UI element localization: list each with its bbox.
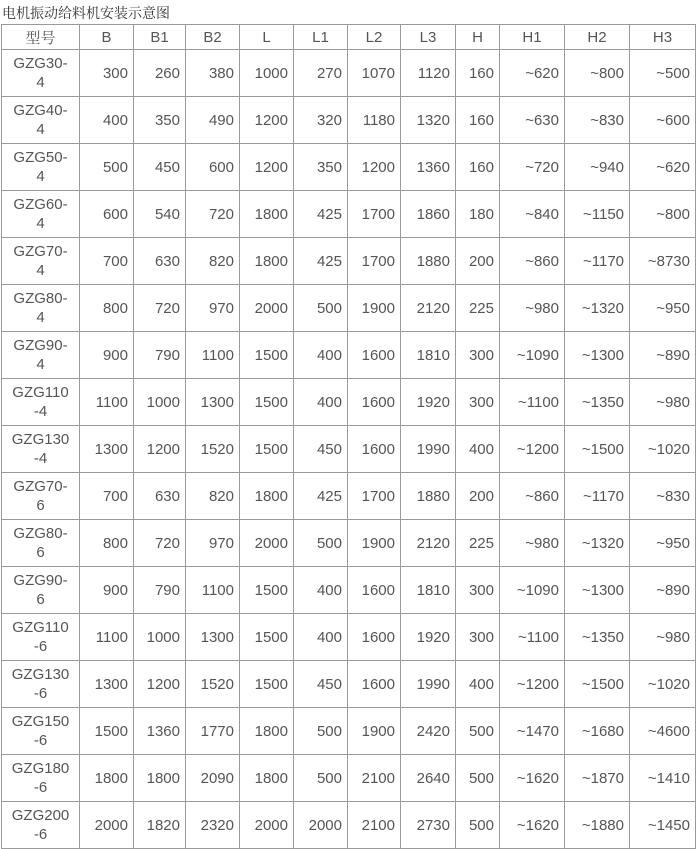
value-cell: ~980 — [630, 379, 696, 426]
value-cell: 300 — [456, 332, 500, 379]
model-cell: GZG180-6 — [2, 755, 80, 802]
value-cell: ~1090 — [500, 567, 565, 614]
value-cell: 1700 — [348, 238, 401, 285]
spec-table-body — [2, 50, 696, 849]
value-cell: 160 — [456, 97, 500, 144]
value-cell: 1360 — [134, 708, 186, 755]
value-cell: 225 — [456, 285, 500, 332]
value-cell: ~1450 — [630, 802, 696, 849]
value-cell: 2000 — [240, 802, 294, 849]
value-cell: 180 — [456, 191, 500, 238]
value-cell: 1800 — [240, 473, 294, 520]
value-cell: ~1620 — [500, 802, 565, 849]
value-cell: ~940 — [565, 144, 630, 191]
model-cell: GZG130-4 — [2, 426, 80, 473]
model-cell: GZG40-4 — [2, 97, 80, 144]
value-cell: 1000 — [134, 614, 186, 661]
value-cell: ~1350 — [565, 614, 630, 661]
value-cell: ~600 — [630, 97, 696, 144]
value-cell: 320 — [294, 97, 348, 144]
value-cell: 400 — [294, 332, 348, 379]
value-cell: 260 — [134, 50, 186, 97]
value-cell: ~840 — [500, 191, 565, 238]
value-cell: 1880 — [401, 473, 456, 520]
model-cell: GZG70-4 — [2, 238, 80, 285]
value-cell: 1360 — [401, 144, 456, 191]
value-cell: ~1200 — [500, 661, 565, 708]
model-cell: GZG90-4 — [2, 332, 80, 379]
value-cell: 1500 — [240, 426, 294, 473]
value-cell: 800 — [80, 520, 134, 567]
value-cell: 2100 — [348, 802, 401, 849]
page-title: 电机振动给料机安装示意图 — [2, 5, 170, 21]
value-cell: 1920 — [401, 379, 456, 426]
value-cell: 500 — [294, 520, 348, 567]
value-cell: ~980 — [500, 520, 565, 567]
value-cell: ~1300 — [565, 567, 630, 614]
value-cell: 200 — [456, 473, 500, 520]
value-cell: 400 — [294, 614, 348, 661]
value-cell: ~860 — [500, 473, 565, 520]
value-cell: 300 — [456, 614, 500, 661]
value-cell: 970 — [186, 285, 240, 332]
value-cell: 1800 — [240, 238, 294, 285]
value-cell: ~890 — [630, 332, 696, 379]
value-cell: 300 — [456, 379, 500, 426]
value-cell: ~1100 — [500, 379, 565, 426]
model-cell: GZG80-6 — [2, 520, 80, 567]
value-cell: 2000 — [80, 802, 134, 849]
value-cell: 1500 — [240, 332, 294, 379]
value-cell: 1800 — [240, 708, 294, 755]
value-cell: 400 — [456, 426, 500, 473]
value-cell: 1860 — [401, 191, 456, 238]
value-cell: ~1350 — [565, 379, 630, 426]
value-cell: 2000 — [240, 520, 294, 567]
table-row — [2, 191, 696, 238]
value-cell: ~8730 — [630, 238, 696, 285]
table-row — [2, 755, 696, 802]
value-cell: 2000 — [294, 802, 348, 849]
value-cell: 800 — [80, 285, 134, 332]
value-cell: ~1020 — [630, 426, 696, 473]
value-cell: 300 — [80, 50, 134, 97]
model-cell: GZG70-6 — [2, 473, 80, 520]
table-row — [2, 661, 696, 708]
value-cell: 1200 — [240, 97, 294, 144]
model-cell: GZG110-6 — [2, 614, 80, 661]
value-cell: ~1500 — [565, 661, 630, 708]
value-cell: ~950 — [630, 520, 696, 567]
value-cell: 1520 — [186, 661, 240, 708]
value-cell: 300 — [456, 567, 500, 614]
value-cell: 2640 — [401, 755, 456, 802]
column-header: H3 — [630, 25, 696, 50]
value-cell: 400 — [294, 379, 348, 426]
column-header: H1 — [500, 25, 565, 50]
column-header: B1 — [134, 25, 186, 50]
value-cell: ~1170 — [565, 238, 630, 285]
value-cell: ~630 — [500, 97, 565, 144]
value-cell: 1520 — [186, 426, 240, 473]
value-cell: 450 — [294, 426, 348, 473]
value-cell: 790 — [134, 332, 186, 379]
value-cell: 500 — [294, 755, 348, 802]
value-cell: 1990 — [401, 426, 456, 473]
value-cell: 425 — [294, 191, 348, 238]
model-cell: GZG110-4 — [2, 379, 80, 426]
value-cell: ~1500 — [565, 426, 630, 473]
value-cell: ~830 — [565, 97, 630, 144]
value-cell: 350 — [294, 144, 348, 191]
value-cell: 1820 — [134, 802, 186, 849]
value-cell: 1180 — [348, 97, 401, 144]
value-cell: ~1680 — [565, 708, 630, 755]
value-cell: 1800 — [240, 755, 294, 802]
table-row — [2, 144, 696, 191]
value-cell: 1900 — [348, 708, 401, 755]
table-row — [2, 285, 696, 332]
value-cell: 500 — [456, 708, 500, 755]
value-cell: 1800 — [240, 191, 294, 238]
value-cell: 1320 — [401, 97, 456, 144]
value-cell: 1600 — [348, 661, 401, 708]
table-row — [2, 520, 696, 567]
table-row — [2, 426, 696, 473]
table-header-row — [2, 25, 696, 50]
table-row — [2, 50, 696, 97]
value-cell: 1200 — [348, 144, 401, 191]
value-cell: 1070 — [348, 50, 401, 97]
value-cell: 2730 — [401, 802, 456, 849]
value-cell: ~950 — [630, 285, 696, 332]
table-row — [2, 614, 696, 661]
value-cell: 1990 — [401, 661, 456, 708]
value-cell: 1100 — [186, 332, 240, 379]
value-cell: ~1100 — [500, 614, 565, 661]
value-cell: 630 — [134, 473, 186, 520]
value-cell: 160 — [456, 50, 500, 97]
value-cell: 900 — [80, 567, 134, 614]
model-cell: GZG90-6 — [2, 567, 80, 614]
value-cell: ~1200 — [500, 426, 565, 473]
value-cell: 2120 — [401, 520, 456, 567]
table-row — [2, 567, 696, 614]
value-cell: 1600 — [348, 614, 401, 661]
value-cell: 350 — [134, 97, 186, 144]
value-cell: ~720 — [500, 144, 565, 191]
value-cell: ~1620 — [500, 755, 565, 802]
table-row — [2, 473, 696, 520]
value-cell: 500 — [80, 144, 134, 191]
table-row — [2, 332, 696, 379]
value-cell: ~800 — [565, 50, 630, 97]
column-header: L1 — [294, 25, 348, 50]
table-row — [2, 238, 696, 285]
value-cell: 1120 — [401, 50, 456, 97]
value-cell: ~980 — [500, 285, 565, 332]
column-header: L — [240, 25, 294, 50]
value-cell: 400 — [80, 97, 134, 144]
value-cell: 500 — [456, 755, 500, 802]
value-cell: 1600 — [348, 379, 401, 426]
value-cell: 1800 — [134, 755, 186, 802]
value-cell: ~890 — [630, 567, 696, 614]
value-cell: 2100 — [348, 755, 401, 802]
value-cell: 820 — [186, 238, 240, 285]
value-cell: 1500 — [240, 614, 294, 661]
model-cell: GZG130-6 — [2, 661, 80, 708]
value-cell: 720 — [134, 520, 186, 567]
column-header: H2 — [565, 25, 630, 50]
value-cell: 450 — [134, 144, 186, 191]
table-row — [2, 97, 696, 144]
value-cell: 1500 — [240, 567, 294, 614]
value-cell: 790 — [134, 567, 186, 614]
value-cell: 200 — [456, 238, 500, 285]
value-cell: ~1150 — [565, 191, 630, 238]
value-cell: 1500 — [240, 661, 294, 708]
value-cell: 1600 — [348, 567, 401, 614]
value-cell: ~1880 — [565, 802, 630, 849]
value-cell: ~800 — [630, 191, 696, 238]
value-cell: 1500 — [80, 708, 134, 755]
value-cell: ~1300 — [565, 332, 630, 379]
value-cell: 720 — [134, 285, 186, 332]
value-cell: ~860 — [500, 238, 565, 285]
value-cell: 1600 — [348, 426, 401, 473]
value-cell: 1810 — [401, 567, 456, 614]
model-cell: GZG50-4 — [2, 144, 80, 191]
value-cell: 1500 — [240, 379, 294, 426]
value-cell: 500 — [456, 802, 500, 849]
column-header: H — [456, 25, 500, 50]
value-cell: 700 — [80, 238, 134, 285]
value-cell: 2120 — [401, 285, 456, 332]
value-cell: ~830 — [630, 473, 696, 520]
value-cell: 1770 — [186, 708, 240, 755]
value-cell: 1810 — [401, 332, 456, 379]
value-cell: 600 — [80, 191, 134, 238]
column-header: L2 — [348, 25, 401, 50]
value-cell: 425 — [294, 473, 348, 520]
value-cell: 1900 — [348, 285, 401, 332]
value-cell: ~4600 — [630, 708, 696, 755]
value-cell: 1200 — [134, 661, 186, 708]
value-cell: 450 — [294, 661, 348, 708]
value-cell: ~1320 — [565, 285, 630, 332]
value-cell: 820 — [186, 473, 240, 520]
value-cell: 540 — [134, 191, 186, 238]
model-cell: GZG30-4 — [2, 50, 80, 97]
value-cell: 700 — [80, 473, 134, 520]
value-cell: 720 — [186, 191, 240, 238]
value-cell: ~1090 — [500, 332, 565, 379]
value-cell: 1000 — [240, 50, 294, 97]
value-cell: ~980 — [630, 614, 696, 661]
value-cell: 1700 — [348, 191, 401, 238]
spec-table — [1, 24, 696, 849]
value-cell: ~1470 — [500, 708, 565, 755]
value-cell: 1100 — [80, 614, 134, 661]
value-cell: 630 — [134, 238, 186, 285]
value-cell: 1300 — [80, 426, 134, 473]
model-cell: GZG200-6 — [2, 802, 80, 849]
value-cell: ~620 — [500, 50, 565, 97]
value-cell: 1200 — [240, 144, 294, 191]
value-cell: 2090 — [186, 755, 240, 802]
table-row — [2, 802, 696, 849]
value-cell: 900 — [80, 332, 134, 379]
value-cell: 2000 — [240, 285, 294, 332]
value-cell: 1200 — [134, 426, 186, 473]
value-cell: 380 — [186, 50, 240, 97]
table-row — [2, 708, 696, 755]
value-cell: 1920 — [401, 614, 456, 661]
value-cell: ~1870 — [565, 755, 630, 802]
value-cell: 600 — [186, 144, 240, 191]
value-cell: ~1170 — [565, 473, 630, 520]
value-cell: 1800 — [80, 755, 134, 802]
value-cell: 425 — [294, 238, 348, 285]
value-cell: 970 — [186, 520, 240, 567]
value-cell: ~1320 — [565, 520, 630, 567]
value-cell: 1900 — [348, 520, 401, 567]
value-cell: 500 — [294, 708, 348, 755]
value-cell: 225 — [456, 520, 500, 567]
value-cell: 1100 — [80, 379, 134, 426]
value-cell: 400 — [294, 567, 348, 614]
value-cell: ~1410 — [630, 755, 696, 802]
value-cell: ~620 — [630, 144, 696, 191]
value-cell: 1700 — [348, 473, 401, 520]
value-cell: 1600 — [348, 332, 401, 379]
model-cell: GZG150-6 — [2, 708, 80, 755]
value-cell: 1000 — [134, 379, 186, 426]
value-cell: 400 — [456, 661, 500, 708]
value-cell: ~1020 — [630, 661, 696, 708]
column-header: B — [80, 25, 134, 50]
value-cell: 270 — [294, 50, 348, 97]
value-cell: 1300 — [186, 379, 240, 426]
column-header: 型号 — [2, 25, 80, 50]
value-cell: 490 — [186, 97, 240, 144]
column-header: L3 — [401, 25, 456, 50]
table-row — [2, 379, 696, 426]
value-cell: 160 — [456, 144, 500, 191]
value-cell: ~500 — [630, 50, 696, 97]
value-cell: 1100 — [186, 567, 240, 614]
value-cell: 1300 — [80, 661, 134, 708]
value-cell: 1880 — [401, 238, 456, 285]
value-cell: 2320 — [186, 802, 240, 849]
model-cell: GZG60-4 — [2, 191, 80, 238]
value-cell: 1300 — [186, 614, 240, 661]
model-cell: GZG80-4 — [2, 285, 80, 332]
value-cell: 2420 — [401, 708, 456, 755]
value-cell: 500 — [294, 285, 348, 332]
column-header: B2 — [186, 25, 240, 50]
